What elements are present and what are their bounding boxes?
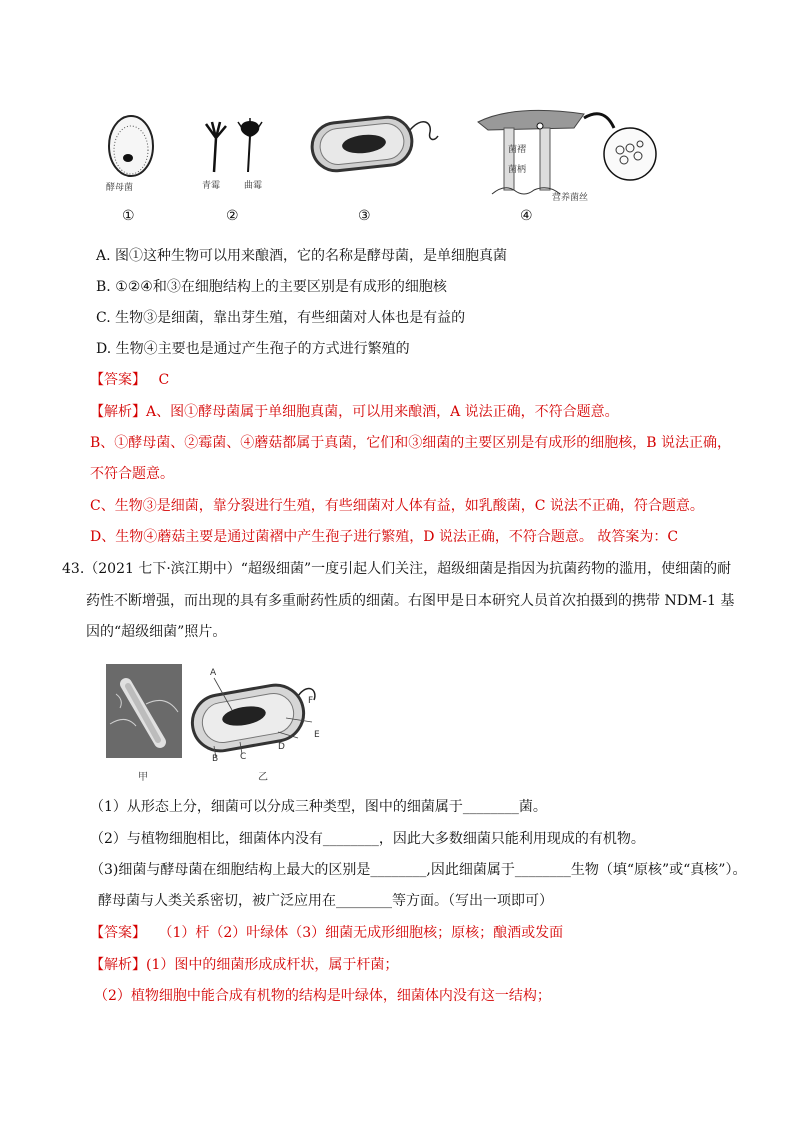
analysis-row-43-a bbox=[90, 955, 398, 975]
figure-number-4: ④ bbox=[520, 208, 533, 224]
analysis-line: 不符合题意。 bbox=[90, 466, 174, 482]
option-d: D. 生物④主要也是通过产生孢子的方式进行繁殖的 bbox=[96, 341, 410, 357]
mold-label-2: 曲霉 bbox=[244, 181, 263, 191]
analysis-tag: 【解析】 bbox=[90, 404, 146, 420]
answer-value: （1）杆（2）叶绿体（3）细菌无成形细胞核；原核；酿酒或发面 bbox=[158, 925, 564, 941]
answer-tag: 【答案】 bbox=[90, 372, 146, 388]
sub-question-2: （2）与植物细胞相比，细菌体内没有________，因此大多数细菌只能利用现成的有机物。 bbox=[90, 831, 645, 847]
option-c: C. 生物③是细菌，靠出芽生殖，有些细菌对人体也是有益的 bbox=[96, 310, 466, 326]
mushroom-label-1: 菌褶 bbox=[508, 145, 527, 155]
figure-number-1: ① bbox=[122, 208, 135, 224]
answer-row-42 bbox=[90, 370, 169, 390]
figure-bacterium bbox=[306, 108, 440, 180]
label-d: D bbox=[278, 742, 285, 752]
mold-label-1: 青霉 bbox=[202, 181, 221, 191]
answer-row-43 bbox=[90, 923, 563, 943]
analysis-line: （2）植物细胞中能合成有机物的结构是叶绿体，细菌体内没有这一结构； bbox=[94, 988, 551, 1004]
figure-superbug-photo bbox=[106, 664, 182, 772]
answer-tag: 【答案】 bbox=[90, 925, 146, 941]
analysis-line: (1）图中的细菌形成成杆状，属于杆菌； bbox=[146, 957, 399, 973]
question-stem: 43.（2021 七下·滨江期中）“超级细菌”一度引起人们关注，超级细菌是指因为抗菌药物的滥用，使细菌的耐 bbox=[62, 561, 732, 577]
analysis-line: B、①酵母菌、②霉菌、④蘑菇都属于真菌，它们和③细菌的主要区别是有成形的细胞核，B 说法正确， bbox=[90, 435, 732, 451]
figure-label-yi: 乙 bbox=[258, 772, 268, 783]
answer-value: C bbox=[158, 372, 170, 388]
mushroom-label-2: 菌柄 bbox=[508, 165, 527, 175]
figure-label-jia: 甲 bbox=[138, 772, 148, 783]
label-b: B bbox=[212, 754, 219, 764]
label-f: F bbox=[308, 696, 314, 706]
figure-molds bbox=[200, 118, 270, 174]
label-e: E bbox=[314, 730, 320, 740]
question-stem: 药性不断增强，而出现的具有多重耐药性质的细菌。右图甲是日本研究人员首次拍摄到的携带 NDM-1 基 bbox=[86, 593, 735, 609]
option-a: A. 图①这种生物可以用来酿酒，它的名称是酵母菌，是单细胞真菌 bbox=[96, 248, 508, 264]
label-a: A bbox=[210, 668, 217, 678]
mushroom-label-3: 营养菌丝 bbox=[552, 193, 589, 203]
analysis-line: A、图①酵母菌属于单细胞真菌，可以用来酿酒，A 说法正确，不符合题意。 bbox=[146, 404, 619, 420]
sub-question-1: （1）从形态上分，细菌可以分成三种类型，图中的细菌属于________菌。 bbox=[90, 799, 547, 815]
analysis-row-42-a bbox=[90, 402, 619, 422]
yeast-label: 酵母菌 bbox=[106, 183, 134, 193]
label-c: C bbox=[240, 752, 247, 762]
option-b: B. ①②④和③在细胞结构上的主要区别是有成形的细胞核 bbox=[96, 279, 447, 295]
question-stem: 因的“超级细菌”照片。 bbox=[86, 624, 227, 640]
figure-bacterium-diagram bbox=[186, 666, 326, 770]
analysis-tag: 【解析】 bbox=[90, 957, 146, 973]
figure-number-3: ③ bbox=[358, 208, 371, 224]
figure-number-2: ② bbox=[226, 208, 239, 224]
analysis-line: D、生物④蘑菇主要是通过菌褶中产生孢子进行繁殖，D 说法正确，不符合题意。 故答案为：C bbox=[90, 529, 679, 545]
sub-question-3: （3)细菌与酵母菌在细胞结构上最大的区别是________,因此细菌属于________生物（填“原核”或“真核”）。 bbox=[90, 862, 747, 878]
sub-question-3-cont: 酵母菌与人类关系密切，被广泛应用在________等方面。（写出一项即可） bbox=[98, 893, 553, 909]
analysis-line: C、生物③是细菌，靠分裂进行生殖，有些细菌对人体有益，如乳酸菌，C 说法不正确，符合题意。 bbox=[90, 498, 704, 514]
